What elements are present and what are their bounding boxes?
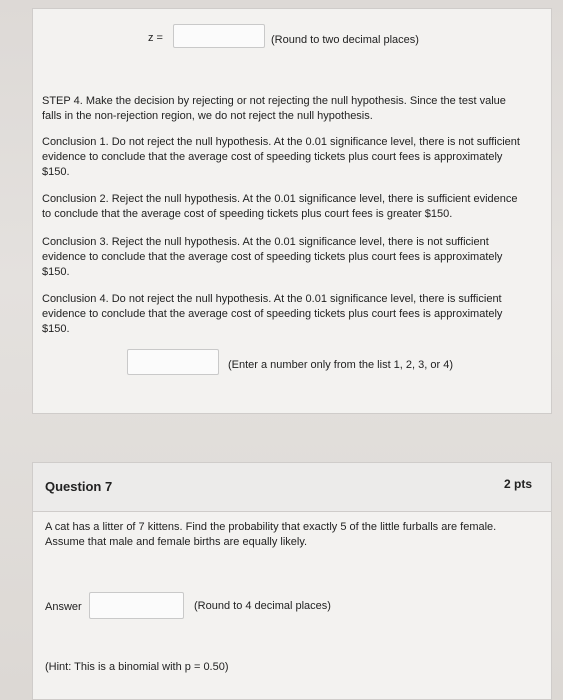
binomial-hint: (Hint: This is a binomial with p = 0.50): [45, 661, 229, 673]
answer-label: Answer: [45, 601, 82, 613]
conclusion-choice-hint: (Enter a number only from the list 1, 2, 3, or 4): [228, 359, 453, 371]
z-label: z =: [148, 32, 163, 44]
z-value-input[interactable]: [173, 24, 265, 48]
answer-round-hint: (Round to 4 decimal places): [194, 600, 331, 612]
conclusion-1: Conclusion 1. Do not reject the null hypothesis. At the 0.01 significance level, there is not sufficient evidence to conclude that the average cost of speeding tickets plus court fees is approximately $150.: [42, 136, 520, 178]
conclusion-3: Conclusion 3. Reject the null hypothesis. At the 0.01 significance level, there is not sufficient evidence to conclude that the average cost of speeding tickets plus court fees is approximately $150.: [42, 236, 503, 278]
question-7-title: Question 7: [45, 479, 113, 494]
answer-input[interactable]: [89, 592, 184, 619]
z-round-hint: (Round to two decimal places): [271, 34, 419, 46]
step4-text: STEP 4. Make the decision by rejecting or not rejecting the null hypothesis. Since the test value falls in the non-rejection region, we do not reject the null hypothesis.: [42, 95, 506, 122]
conclusion-4: Conclusion 4. Do not reject the null hypothesis. At the 0.01 significance level, there is sufficient evidence to conclude that the average cost of speeding tickets plus court fees is approximately $150.: [42, 293, 503, 335]
question-7-prompt: A cat has a litter of 7 kittens. Find the probability that exactly 5 of the little furballs are female. Assume that male and female births are equally likely.: [45, 521, 497, 548]
question-7-points: 2 pts: [504, 477, 533, 491]
conclusion-2: Conclusion 2. Reject the null hypothesis. At the 0.01 significance level, there is sufficient evidence to conclude that the average cost of speeding tickets plus court fees is greater $150.: [42, 193, 518, 220]
conclusion-choice-input[interactable]: [127, 349, 219, 375]
